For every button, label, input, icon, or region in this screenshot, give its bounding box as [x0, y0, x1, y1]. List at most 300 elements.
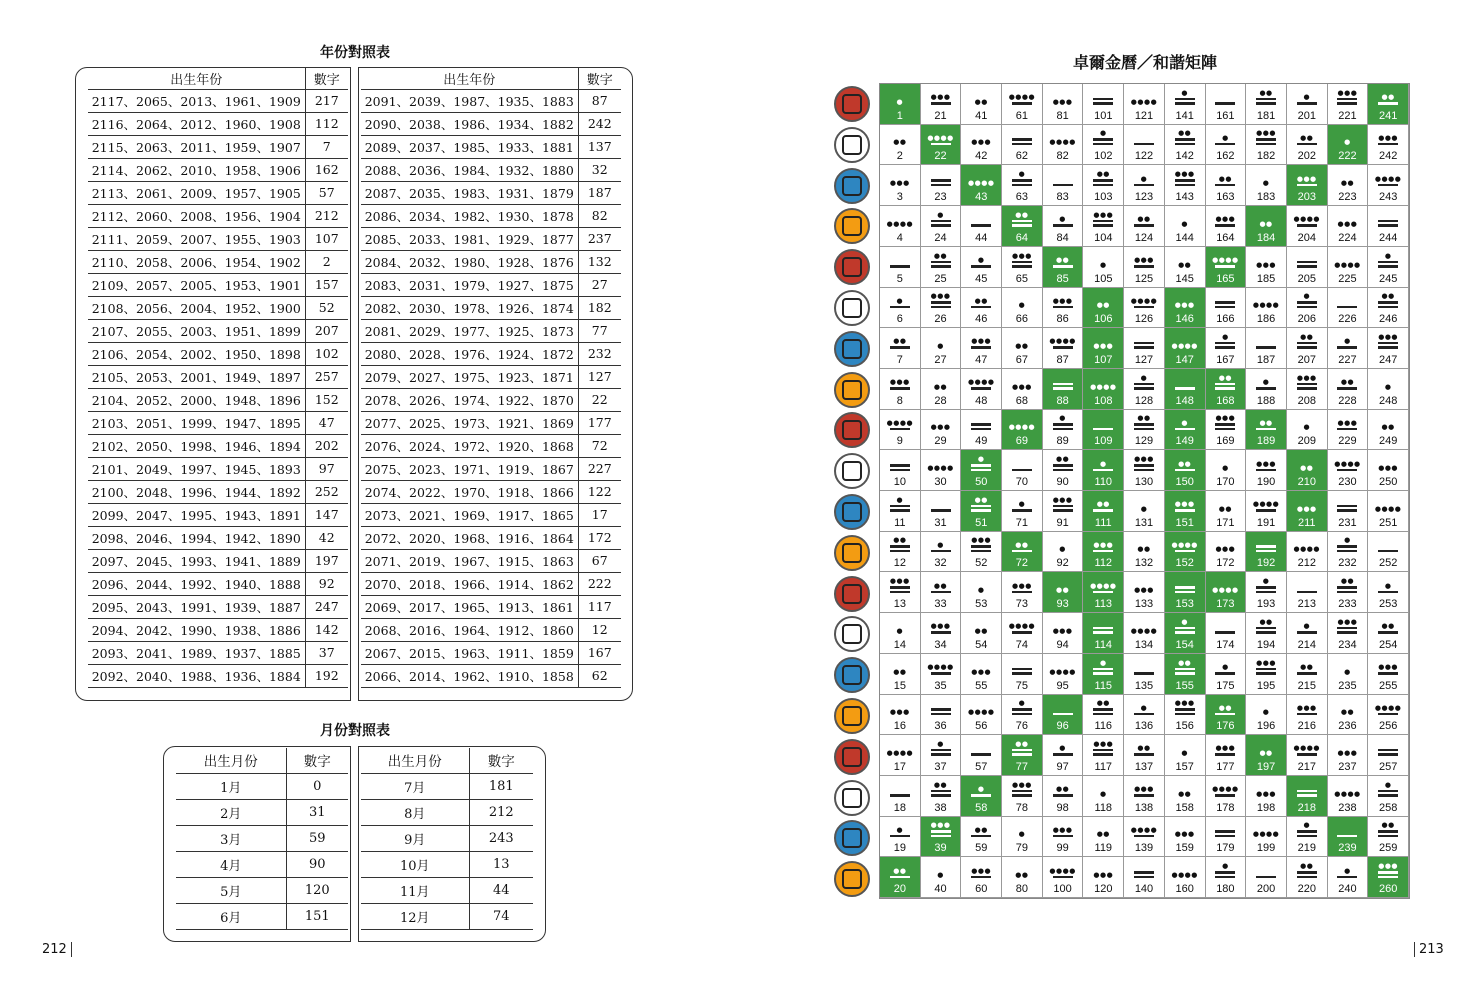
- kin-number: 86: [1056, 313, 1069, 326]
- kin-number: 156: [1175, 720, 1194, 733]
- kin-cell-134: [1124, 613, 1165, 654]
- tone-glyph: [1175, 581, 1195, 593]
- tone-glyph: ●●: [1378, 93, 1398, 105]
- birth-years: 2074、2022、1970、1918、1866: [361, 480, 578, 503]
- tone-glyph: [1012, 663, 1032, 675]
- year-row: [88, 503, 348, 526]
- year-number: 72: [578, 434, 621, 457]
- kin-number: 10: [893, 476, 906, 488]
- year-row: [361, 181, 621, 204]
- kin-cell-64: [1002, 206, 1043, 247]
- kin-number: 8: [896, 394, 903, 407]
- kin-number: 78: [1015, 801, 1029, 814]
- kin-number: 97: [1056, 760, 1069, 773]
- tone-glyph: ●: [977, 586, 985, 595]
- tone-glyph: [1256, 337, 1276, 349]
- year-number: 177: [578, 411, 621, 434]
- tone-glyph: ●: [1378, 254, 1398, 268]
- year-number: 182: [578, 296, 621, 319]
- kin-cell-46: [961, 288, 1002, 329]
- tone-glyph: ●●●●: [1171, 540, 1197, 552]
- kin-number: 178: [1216, 801, 1235, 814]
- kin-number: 181: [1256, 109, 1276, 122]
- kin-cell-123: [1124, 165, 1165, 206]
- kin-cell-79: [1002, 817, 1043, 858]
- tone-glyph: ●●●: [889, 179, 910, 188]
- kin-number: 190: [1256, 476, 1276, 488]
- kin-number: 174: [1216, 638, 1235, 651]
- kin-cell-136: [1124, 695, 1165, 736]
- kin-cell-140: [1124, 857, 1165, 898]
- year-row: [361, 664, 621, 687]
- ix-icon: [834, 616, 870, 652]
- year-row: [361, 112, 621, 135]
- tone-glyph: ●: [1215, 335, 1235, 349]
- kin-number: 253: [1378, 598, 1398, 611]
- tone-glyph: ●●●: [1052, 626, 1073, 635]
- year-number: 17: [578, 503, 621, 526]
- kin-cell-51: [961, 491, 1002, 532]
- kin-number: 122: [1134, 150, 1154, 163]
- kin-cell-38: [921, 776, 962, 817]
- year-row: [88, 641, 348, 664]
- birth-month: 11月: [361, 877, 469, 903]
- kin-number: 99: [1056, 842, 1069, 855]
- glyph-mark: [842, 747, 862, 767]
- kin-cell-259: [1368, 817, 1409, 858]
- birth-month: 7月: [361, 773, 469, 799]
- tone-glyph: ●: [1262, 179, 1270, 188]
- kin-cell-59: [961, 817, 1002, 858]
- tone-glyph: ●●●●: [886, 219, 914, 228]
- tone-glyph: ●●●●: [886, 748, 914, 757]
- tone-glyph: ●●: [1215, 703, 1235, 715]
- birth-years: 2095、2043、1991、1939、1887: [88, 595, 305, 618]
- glyph-mark: [842, 502, 862, 522]
- tone-glyph: ●●: [1015, 341, 1029, 350]
- kin-number: 85: [1056, 272, 1069, 285]
- kin-cell-228: [1328, 369, 1369, 410]
- kin-number: 43: [975, 191, 988, 204]
- kin-cell-137: [1124, 735, 1165, 776]
- kin-number: 107: [1094, 353, 1113, 366]
- tone-glyph: ●●: [1093, 500, 1113, 512]
- kin-cell-227: [1328, 328, 1369, 369]
- kin-number: 152: [1175, 557, 1194, 570]
- kin-number: 120: [1094, 883, 1113, 895]
- year-number: 117: [578, 595, 621, 618]
- kin-number: 44: [975, 231, 988, 244]
- tone-glyph: [890, 785, 910, 797]
- year-row: [88, 135, 348, 158]
- tone-glyph: ●●●●: [1212, 586, 1239, 595]
- tone-glyph: ●●●●: [1375, 174, 1401, 186]
- kin-cell-194: [1246, 613, 1287, 654]
- tone-glyph: ●●●: [1093, 341, 1114, 350]
- year-number: 77: [578, 319, 621, 342]
- tone-glyph: ●: [1181, 748, 1188, 757]
- year-row: [88, 549, 348, 572]
- birth-years: 2104、2052、2000、1948、1896: [88, 388, 305, 411]
- kin-number: 126: [1134, 313, 1154, 326]
- year-number: 242: [578, 112, 621, 135]
- kin-number: 180: [1216, 883, 1235, 895]
- birth-years: 2099、2047、1995、1943、1891: [88, 503, 305, 526]
- tone-glyph: ●●●●: [1131, 825, 1157, 837]
- kin-number: 140: [1134, 883, 1154, 895]
- kin-cell-206: [1287, 288, 1328, 329]
- glyph-mark: [842, 257, 862, 277]
- akbal-icon: [834, 168, 870, 204]
- year-row: [361, 250, 621, 273]
- year-number: 147: [305, 503, 348, 526]
- kin-cell-191: [1246, 491, 1287, 532]
- month-table-title: 月份對照表: [320, 723, 390, 739]
- kin-cell-153: [1165, 572, 1206, 613]
- kin-cell-142: [1165, 125, 1206, 166]
- tone-glyph: ●: [1262, 708, 1270, 717]
- tone-glyph: ●●: [1012, 213, 1032, 227]
- tone-glyph: ●: [1215, 133, 1235, 145]
- tone-glyph: ●: [1297, 93, 1317, 105]
- number-header: 數字: [469, 748, 533, 773]
- kin-number: 149: [1175, 435, 1194, 448]
- year-number: 42: [305, 526, 348, 549]
- kin-cell-154: [1165, 613, 1206, 654]
- kin-cell-67: [1002, 328, 1043, 369]
- kin-cell-106: [1083, 288, 1124, 329]
- kin-number: 235: [1338, 679, 1357, 692]
- kin-number: 37: [934, 760, 947, 773]
- kin-cell-88: [1043, 369, 1084, 410]
- kin-cell-205: [1287, 247, 1328, 288]
- glyph-mark: [842, 135, 862, 155]
- tone-glyph: ●●●: [1175, 701, 1195, 715]
- tone-glyph: [1175, 378, 1195, 390]
- birth-month: 1月: [176, 773, 286, 799]
- tone-glyph: ●●●●: [1375, 703, 1401, 715]
- kin-number: 17: [893, 760, 906, 773]
- kin-number: 255: [1378, 679, 1398, 692]
- tone-glyph: ●●●: [1012, 783, 1032, 797]
- kin-cell-236: [1328, 695, 1369, 736]
- kin-number: 16: [893, 720, 906, 733]
- kin-number: 168: [1216, 394, 1235, 407]
- kin-number: 237: [1338, 760, 1357, 773]
- kin-cell-68: [1002, 369, 1043, 410]
- birth-years: 2087、2035、1983、1931、1879: [361, 181, 578, 204]
- year-number: 247: [305, 595, 348, 618]
- number-header: 數字: [286, 748, 348, 773]
- kin-number: 91: [1056, 516, 1069, 529]
- kin-cell-127: [1124, 328, 1165, 369]
- kin-cell-197: [1246, 735, 1287, 776]
- tone-glyph: ●: [1012, 500, 1032, 512]
- year-row: [361, 89, 621, 112]
- kin-number: 79: [1015, 842, 1029, 855]
- birth-years: 2069、2017、1965、1913、1861: [361, 595, 578, 618]
- kin-number: 20: [893, 883, 906, 895]
- birth-month: 12月: [361, 903, 469, 929]
- kin-number: 38: [934, 801, 947, 814]
- kin-cell-86: [1043, 288, 1084, 329]
- kin-number: 29: [934, 435, 947, 448]
- kin-number: 151: [1175, 516, 1194, 529]
- kin-number: 132: [1134, 557, 1154, 570]
- tone-glyph: ●: [1134, 376, 1154, 390]
- kin-cell-75: [1002, 654, 1043, 695]
- ben-icon: [834, 576, 870, 612]
- tone-glyph: ●: [971, 256, 991, 268]
- year-row: [88, 112, 348, 135]
- kin-number: 15: [893, 679, 906, 692]
- year-row: [361, 572, 621, 595]
- kin-cell-181: [1246, 84, 1287, 125]
- kin-cell-7: [880, 328, 921, 369]
- tone-glyph: ●: [1297, 294, 1317, 308]
- kin-number: 196: [1256, 720, 1276, 733]
- year-number: 217: [305, 89, 348, 112]
- kin-number: 87: [1056, 353, 1069, 366]
- kin-number: 227: [1338, 353, 1357, 366]
- year-number: 87: [578, 89, 621, 112]
- tone-glyph: ●●●●: [1049, 667, 1076, 676]
- kin-cell-150: [1165, 450, 1206, 491]
- kin-cell-125: [1124, 247, 1165, 288]
- kin-number: 36: [934, 720, 947, 733]
- kin-cell-4: [880, 206, 921, 247]
- etznab-icon: [834, 780, 870, 816]
- kin-cell-223: [1328, 165, 1369, 206]
- kin-number: 184: [1256, 231, 1276, 244]
- tone-glyph: ●: [1337, 866, 1357, 878]
- tone-glyph: ●: [1337, 538, 1357, 552]
- kin-cell-244: [1368, 206, 1409, 247]
- tone-glyph: [971, 744, 991, 756]
- kin-cell-193: [1246, 572, 1287, 613]
- tone-glyph: ●●: [890, 866, 910, 878]
- month-row: [361, 851, 533, 877]
- month-row: [176, 825, 348, 851]
- year-number: 222: [578, 572, 621, 595]
- kin-cell-78: [1002, 776, 1043, 817]
- month-number: 59: [286, 825, 348, 851]
- glyph-mark: [842, 216, 862, 236]
- kin-cell-168: [1206, 369, 1247, 410]
- kin-cell-99: [1043, 817, 1084, 858]
- kin-cell-70: [1002, 450, 1043, 491]
- kin-number: 222: [1338, 150, 1357, 163]
- kin-number: 61: [1015, 109, 1029, 122]
- tone-glyph: ●●: [893, 667, 907, 676]
- year-number: 47: [305, 411, 348, 434]
- kin-cell-16: [880, 695, 921, 736]
- kin-cell-52: [961, 532, 1002, 573]
- kin-cell-143: [1165, 165, 1206, 206]
- year-number: 227: [578, 457, 621, 480]
- kin-number: 214: [1297, 638, 1316, 651]
- tone-glyph: ●●●●: [1294, 215, 1320, 227]
- kin-number: 70: [1015, 476, 1029, 488]
- kin-cell-172: [1206, 532, 1247, 573]
- year-number: 187: [578, 181, 621, 204]
- tone-glyph: ●●: [974, 97, 988, 106]
- kin-number: 76: [1015, 720, 1029, 733]
- kin-cell-242: [1368, 125, 1409, 166]
- kin-cell-53: [961, 572, 1002, 613]
- kin-number: 118: [1094, 801, 1113, 814]
- kin-number: 238: [1338, 801, 1357, 814]
- kin-number: 93: [1056, 598, 1069, 611]
- month-number: 90: [286, 851, 348, 877]
- year-number: 207: [305, 319, 348, 342]
- tone-glyph: ●●: [1178, 260, 1192, 269]
- kin-cell-89: [1043, 410, 1084, 451]
- year-number: 57: [305, 181, 348, 204]
- kin-cell-29: [921, 410, 962, 451]
- tone-glyph: ●●●: [1012, 254, 1032, 268]
- kin-cell-17: [880, 735, 921, 776]
- year-row: [361, 319, 621, 342]
- tone-glyph: ●●●●: [1049, 337, 1075, 349]
- kin-number: 259: [1378, 842, 1398, 855]
- birth-years: 2101、2049、1997、1945、1893: [88, 457, 305, 480]
- cib-icon: [834, 698, 870, 734]
- tone-glyph: ●●: [1381, 423, 1395, 432]
- tone-glyph: ●●: [1297, 663, 1317, 675]
- glyph-mark: [842, 298, 862, 318]
- birth-years: 2094、2042、1990、1938、1886: [88, 618, 305, 641]
- tone-glyph: ●: [1222, 464, 1229, 472]
- kin-number: 62: [1015, 150, 1029, 163]
- kin-number: 3: [896, 191, 903, 204]
- kin-cell-85: [1043, 247, 1084, 288]
- kin-cell-71: [1002, 491, 1043, 532]
- ik-icon: [834, 127, 870, 163]
- tone-glyph: ●: [931, 742, 951, 756]
- tone-glyph: ●●●: [1053, 825, 1073, 837]
- year-number: 7: [305, 135, 348, 158]
- tone-glyph: [890, 256, 910, 268]
- kin-cell-202: [1287, 125, 1328, 166]
- tone-glyph: ●●●●: [1009, 93, 1035, 105]
- kin-cell-33: [921, 572, 962, 613]
- kin-number: 124: [1134, 231, 1154, 244]
- tone-glyph: ●: [937, 871, 944, 879]
- tone-glyph: ●: [1175, 418, 1195, 430]
- kin-number: 39: [934, 842, 947, 855]
- tone-glyph: ●: [1256, 378, 1276, 390]
- tone-glyph: [1378, 540, 1398, 552]
- number-header: 數字: [578, 68, 621, 89]
- kin-cell-96: [1043, 695, 1084, 736]
- tone-glyph: [1297, 785, 1317, 797]
- kin-number: 18: [893, 801, 906, 814]
- kin-cell-73: [1002, 572, 1043, 613]
- kin-number: 41: [975, 109, 988, 122]
- birth-years: 2078、2026、1974、1922、1870: [361, 388, 578, 411]
- kin-cell-41: [961, 84, 1002, 125]
- tone-glyph: [1215, 825, 1235, 837]
- kin-number: 216: [1297, 720, 1316, 733]
- month-row: [176, 799, 348, 825]
- kin-cell-49: [961, 410, 1002, 451]
- kin-cell-188: [1246, 369, 1287, 410]
- kin-cell-58: [961, 776, 1002, 817]
- tone-glyph: ●●●●: [1090, 581, 1116, 593]
- year-row: [361, 549, 621, 572]
- kin-number: 193: [1256, 598, 1276, 611]
- tone-glyph: ●●●: [1297, 703, 1317, 715]
- tone-glyph: [1378, 744, 1398, 756]
- kin-cell-130: [1124, 450, 1165, 491]
- tone-glyph: ●●: [1256, 620, 1276, 634]
- kin-number: 223: [1338, 191, 1357, 204]
- matrix-title: 卓爾金曆／和諧矩陣: [1072, 53, 1217, 72]
- kin-cell-11: [880, 491, 921, 532]
- tone-glyph: ●: [1012, 172, 1032, 186]
- year-number: 132: [578, 250, 621, 273]
- kin-number: 50: [975, 476, 988, 488]
- kin-number: 218: [1297, 801, 1316, 814]
- tone-glyph: ●●●: [1215, 416, 1235, 430]
- tone-glyph: [931, 174, 951, 186]
- kin-number: 40: [934, 883, 947, 895]
- tone-glyph: ●●: [1093, 701, 1113, 715]
- kin-cell-6: [880, 288, 921, 329]
- kin-cell-76: [1002, 695, 1043, 736]
- kin-cell-148: [1165, 369, 1206, 410]
- kin-cell-252: [1368, 532, 1409, 573]
- tone-glyph: [1256, 540, 1276, 552]
- kin-cell-107: [1083, 328, 1124, 369]
- year-row: [88, 526, 348, 549]
- kin-cell-14: [880, 613, 921, 654]
- kin-number: 89: [1056, 435, 1069, 448]
- tone-glyph: ●: [1256, 579, 1276, 593]
- tone-glyph: ●: [1384, 382, 1392, 391]
- tone-glyph: ●●: [1378, 294, 1398, 308]
- kin-number: 241: [1378, 109, 1398, 122]
- kin-cell-120: [1083, 857, 1124, 898]
- tone-glyph: [1093, 418, 1113, 430]
- kin-cell-164: [1206, 206, 1247, 247]
- tone-glyph: ●●●: [1012, 382, 1032, 391]
- kin-cell-165: [1206, 247, 1247, 288]
- month-number: 74: [469, 903, 533, 929]
- tone-glyph: ●●●: [1337, 91, 1357, 105]
- kin-cell-229: [1328, 410, 1369, 451]
- year-table-left: [88, 68, 348, 688]
- kin-cell-23: [921, 165, 962, 206]
- tone-glyph: ●●: [1256, 418, 1276, 430]
- kin-cell-180: [1206, 857, 1247, 898]
- tone-glyph: ●: [1344, 138, 1351, 147]
- tone-glyph: ●●●: [931, 622, 951, 634]
- tone-glyph: ●: [931, 540, 951, 552]
- kin-number: 11: [894, 516, 906, 529]
- chicchan-icon: [834, 249, 870, 285]
- kin-number: 155: [1175, 679, 1194, 692]
- year-number: 22: [578, 388, 621, 411]
- kin-number: 201: [1297, 109, 1316, 122]
- kin-number: 141: [1175, 109, 1194, 122]
- kin-cell-133: [1124, 572, 1165, 613]
- tone-glyph: [1012, 133, 1032, 145]
- page-number-left: 212: [42, 942, 72, 957]
- month-row: [176, 903, 348, 929]
- kin-cell-3: [880, 165, 921, 206]
